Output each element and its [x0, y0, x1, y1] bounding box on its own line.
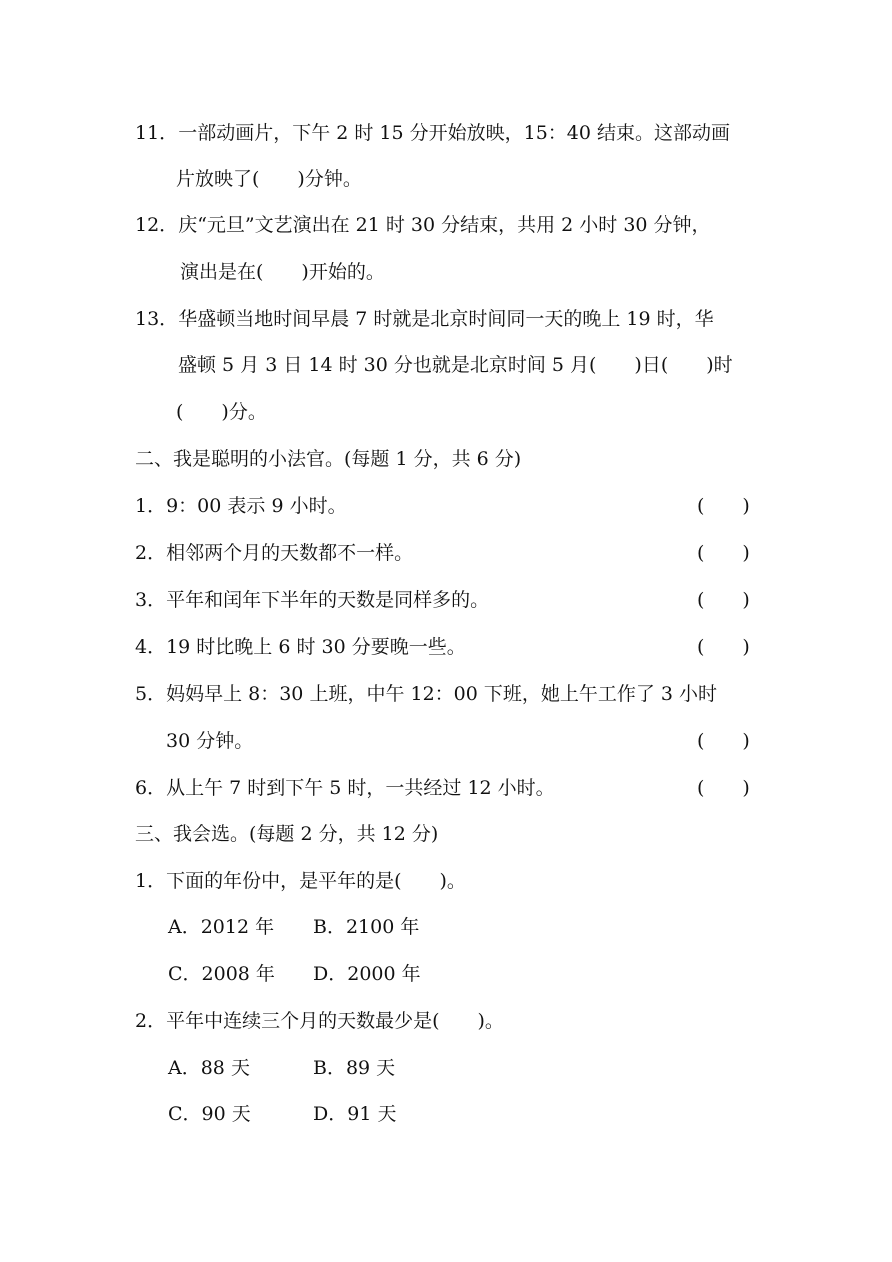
option-d[interactable]: D．2000 年 [313, 963, 421, 985]
section-3-heading: 三、我会选。(每题 2 分，共 12 分) [135, 823, 439, 845]
judge-item-2 [135, 540, 413, 566]
question-number: 13． [135, 308, 179, 330]
question-text: 华盛顿当地时间早晨 7 时就是北京时间同一天的晚上 19 时，华 [178, 308, 714, 330]
item-number: 1． [135, 495, 167, 517]
question-text: 一部动画片，下午 2 时 15 分开始放映，15：40 结束。这部动画 [178, 122, 731, 144]
item-text: 下面的年份中，是平年的是( )。 [166, 870, 466, 892]
item-text: 妈妈早上 8：30 上班，中午 12：00 下班，她上午工作了 3 小时 [166, 683, 718, 705]
answer-blank[interactable]: ( ) [697, 636, 750, 658]
option-a[interactable]: A．2012 年 [168, 916, 275, 938]
judge-item-5 [135, 681, 717, 707]
judge-item-3 [135, 587, 489, 613]
answer-blank[interactable]: ( ) [697, 542, 750, 564]
question-11-line2: 片放映了( )分钟。 [176, 168, 362, 190]
item-number: 2． [135, 542, 167, 564]
question-13-line3: ( )分。 [176, 401, 267, 423]
option-c[interactable]: C．2008 年 [168, 963, 275, 985]
question-11 [135, 120, 730, 146]
item-text: 9：00 表示 9 小时。 [166, 495, 347, 517]
item-number: 2． [135, 1010, 167, 1032]
item-number: 4． [135, 636, 167, 658]
option-a[interactable]: A．88 天 [168, 1057, 250, 1079]
judge-item-6 [135, 775, 555, 801]
item-number: 5． [135, 683, 167, 705]
answer-blank[interactable]: ( ) [697, 495, 750, 517]
question-number: 12． [135, 214, 179, 236]
section-2-heading: 二、我是聪明的小法官。(每题 1 分，共 6 分) [135, 448, 522, 470]
question-number: 11． [135, 122, 179, 144]
item-text: 平年中连续三个月的天数最少是( )。 [166, 1010, 504, 1032]
item-text: 从上午 7 时到下午 5 时，一共经过 12 小时。 [166, 777, 555, 799]
question-text: 庆“元旦”文艺演出在 21 时 30 分结束，共用 2 小时 30 分钟， [178, 214, 711, 236]
answer-blank[interactable]: ( ) [697, 589, 750, 611]
option-c[interactable]: C．90 天 [168, 1103, 251, 1125]
answer-blank[interactable]: ( ) [697, 777, 750, 799]
judge-item-1 [135, 493, 347, 519]
item-number: 6． [135, 777, 167, 799]
choice-question-1 [135, 868, 466, 894]
item-number: 1． [135, 870, 167, 892]
item-number: 3． [135, 589, 167, 611]
item-text: 19 时比晚上 6 时 30 分要晚一些。 [166, 636, 466, 658]
item-text: 平年和闰年下半年的天数是同样多的。 [166, 589, 490, 611]
question-13 [135, 306, 714, 332]
question-13-line2: 盛顿 5 月 3 日 14 时 30 分也就是北京时间 5 月( )日( )时 [178, 354, 733, 376]
question-12-line2: 演出是在( )开始的。 [180, 261, 385, 283]
judge-item-4 [135, 634, 466, 660]
question-12 [135, 212, 711, 238]
choice-question-2 [135, 1008, 504, 1034]
answer-blank[interactable]: ( ) [697, 730, 750, 752]
judge-item-5-line2: 30 分钟。 [166, 730, 254, 752]
option-d[interactable]: D．91 天 [313, 1103, 397, 1125]
option-b[interactable]: B．2100 年 [313, 916, 420, 938]
item-text: 相邻两个月的天数都不一样。 [166, 542, 414, 564]
option-b[interactable]: B．89 天 [313, 1057, 396, 1079]
